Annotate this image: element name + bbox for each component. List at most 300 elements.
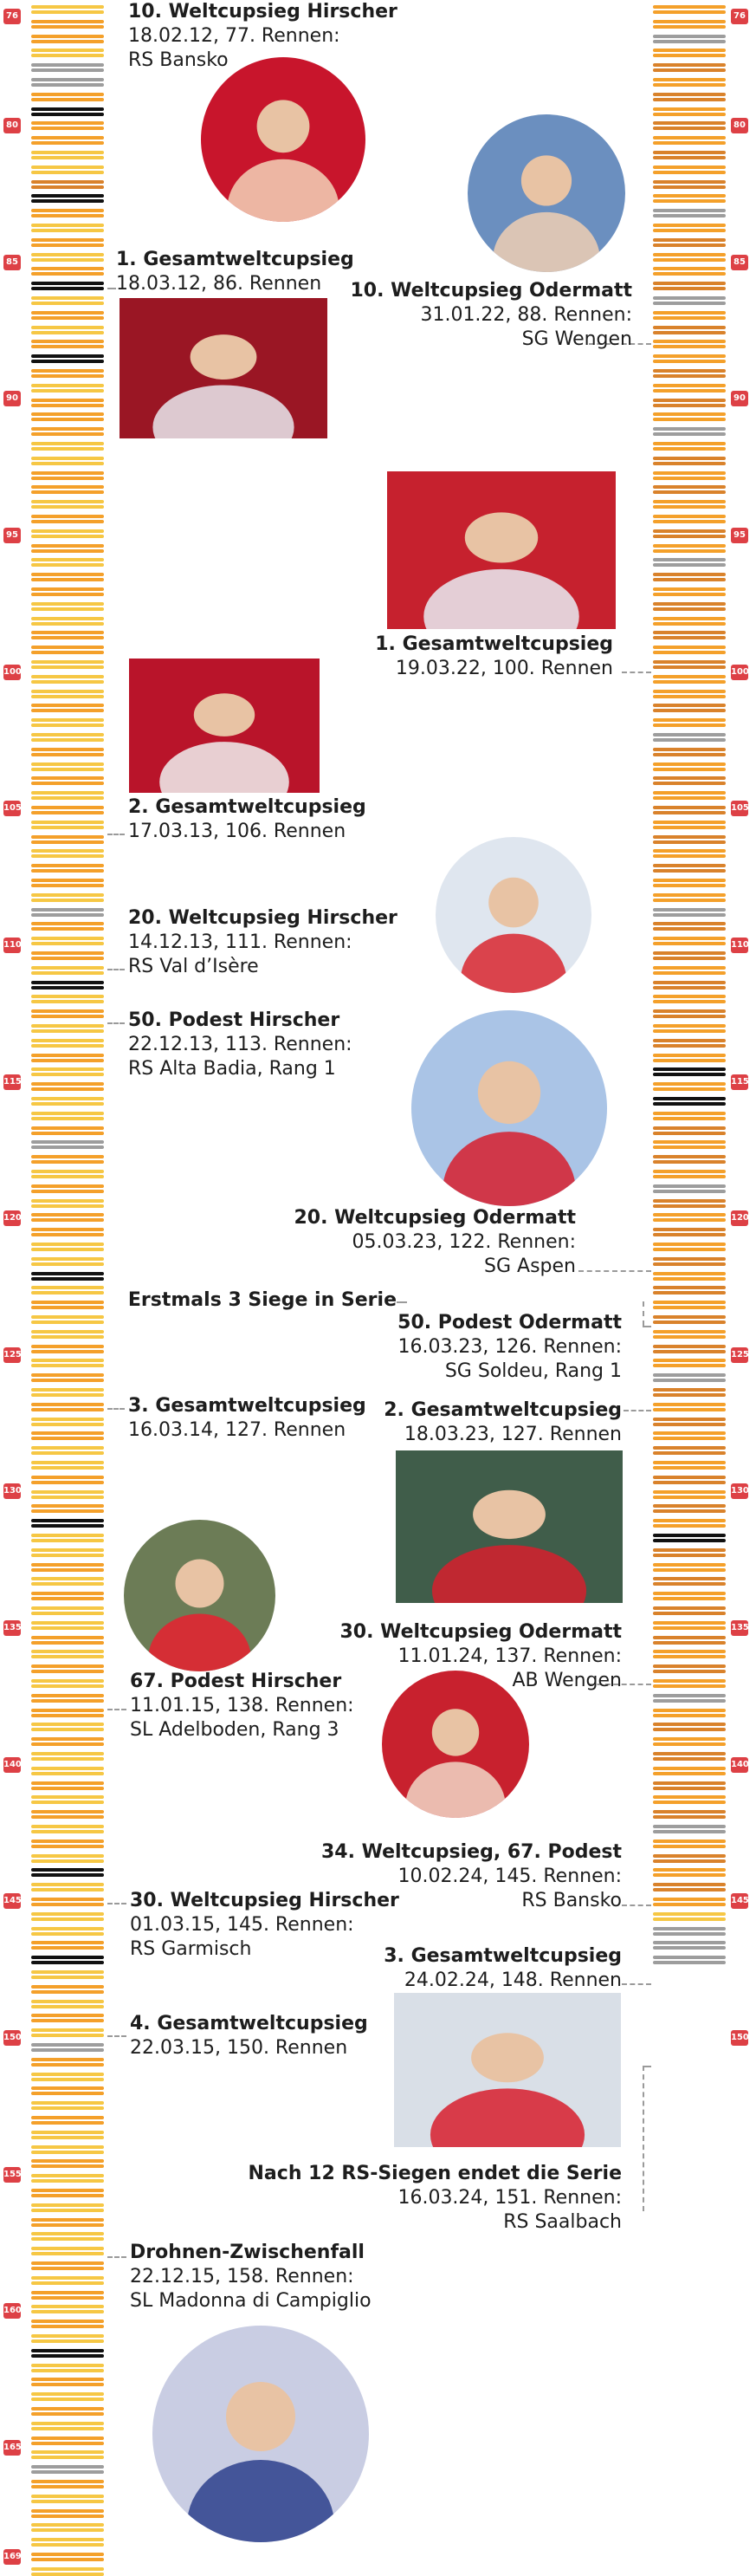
race-ski-rs bbox=[651, 384, 727, 393]
annotation-date: 11.01.24, 137. Rennen: bbox=[397, 1645, 622, 1667]
race-ski-ab bbox=[29, 1868, 106, 1877]
race-ski-rs bbox=[29, 776, 106, 785]
annotation-date: 22.12.13, 113. Rennen: bbox=[128, 1034, 352, 1055]
race-ski-sl bbox=[29, 151, 106, 159]
race-ski-rs bbox=[29, 2291, 106, 2300]
race-ski-sl bbox=[29, 1097, 106, 1106]
race-ski-rs bbox=[651, 354, 727, 363]
annotation-title: 2. Gesamtweltcupsieg bbox=[128, 796, 366, 818]
race-ski-other bbox=[651, 1184, 727, 1193]
race-ski-rs bbox=[29, 311, 106, 320]
race-ski-rs bbox=[651, 1795, 727, 1804]
race-ski-rs bbox=[651, 675, 727, 684]
race-ski-sl bbox=[29, 1243, 106, 1251]
annotation-title: 50. Podest Odermatt bbox=[397, 1312, 622, 1333]
race-ski-sl bbox=[29, 1461, 106, 1470]
race-ski-sg bbox=[651, 1126, 727, 1135]
race-ski-rs bbox=[29, 1985, 106, 1994]
annotation-date: 16.03.24, 151. Rennen: bbox=[397, 2187, 622, 2209]
race-ski-rs bbox=[29, 1941, 106, 1950]
race-ski-rs bbox=[651, 1840, 727, 1848]
annotation-title: 34. Weltcupsieg, 67. Podest bbox=[320, 1841, 622, 1863]
annotation-title: 4. Gesamtweltcupsieg bbox=[130, 2013, 368, 2034]
race-ski-other bbox=[651, 209, 727, 217]
race-ski-sg bbox=[651, 1854, 727, 1863]
race-ski-rs bbox=[29, 587, 106, 596]
race-ski-rs bbox=[651, 1621, 727, 1630]
race-ski-rs bbox=[651, 1898, 727, 1906]
annotation-date: 24.02.24, 148. Rennen bbox=[404, 1969, 622, 1991]
race-ski-other bbox=[651, 1941, 727, 1950]
race-ski-rs bbox=[651, 1403, 727, 1411]
leader-line bbox=[107, 2035, 126, 2037]
race-number-marker: 165 bbox=[3, 2440, 21, 2456]
race-ski-rs bbox=[651, 1140, 727, 1149]
annotation-title: 20. Weltcupsieg Hirscher bbox=[128, 907, 397, 929]
race-number-marker: 115 bbox=[3, 1074, 21, 1090]
race-ski-sl bbox=[29, 1927, 106, 1936]
race-number-marker: 140 bbox=[731, 1757, 748, 1773]
race-number-marker: 140 bbox=[3, 1757, 21, 1773]
race-ski-sl bbox=[29, 2523, 106, 2532]
race-ski-other bbox=[651, 296, 727, 305]
race-ski-sg bbox=[651, 922, 727, 931]
race-ski-sg bbox=[29, 180, 106, 189]
race-ski-sg bbox=[651, 660, 727, 669]
annotation-detail: SG Aspen bbox=[484, 1256, 576, 1277]
race-number-marker: 110 bbox=[3, 938, 21, 953]
race-ski-rs bbox=[29, 427, 106, 436]
photo-illustration bbox=[120, 298, 327, 438]
annotation-title: 1. Gesamtweltcupsieg bbox=[375, 633, 613, 655]
race-ski-other bbox=[29, 63, 106, 72]
race-ski-sg bbox=[651, 1810, 727, 1819]
race-ski-sl bbox=[29, 1112, 106, 1120]
race-ski-rs bbox=[651, 617, 727, 626]
race-ski-rs bbox=[651, 311, 727, 320]
race-ski-ab bbox=[651, 1067, 727, 1076]
annotation-title: Erstmals 3 Siege in Serie bbox=[127, 1289, 397, 1311]
leader-line bbox=[107, 1408, 125, 1410]
race-ski-rs bbox=[651, 966, 727, 975]
race-ski-rs bbox=[651, 107, 727, 116]
race-ski-sg bbox=[651, 238, 727, 247]
race-number-marker: 145 bbox=[3, 1893, 21, 1909]
race-ski-rs bbox=[29, 515, 106, 523]
race-ski-rs bbox=[651, 690, 727, 698]
annotation-title: 10. Weltcupsieg Hirscher bbox=[128, 1, 397, 23]
race-ski-sg bbox=[651, 602, 727, 611]
annotation-odermatt-overall-3 bbox=[384, 1944, 622, 1993]
race-ski-ab bbox=[29, 1272, 106, 1281]
race-ski-sg bbox=[651, 1664, 727, 1673]
photo-illustration bbox=[468, 114, 625, 272]
race-ski-other bbox=[29, 2465, 106, 2474]
race-ski-rs bbox=[29, 2436, 106, 2445]
annotation-detail: RS Alta Badia, Rang 1 bbox=[128, 1058, 336, 1080]
race-ski-sl bbox=[29, 2174, 106, 2183]
race-ski-sl bbox=[29, 253, 106, 262]
race-ski-rs bbox=[651, 1679, 727, 1688]
race-ski-sg bbox=[651, 1228, 727, 1236]
annotation-date: 22.03.15, 150. Rennen bbox=[130, 2037, 348, 2059]
race-ski-rs bbox=[651, 500, 727, 509]
race-number-marker: 100 bbox=[3, 665, 21, 680]
annotation-date: 14.12.13, 111. Rennen: bbox=[128, 931, 352, 953]
race-ski-sl bbox=[29, 690, 106, 698]
annotation-hirscher-podium-50 bbox=[128, 1009, 352, 1081]
race-ski-rs bbox=[29, 412, 106, 421]
race-ski-rs bbox=[651, 1170, 727, 1178]
annotation-detail: SL Madonna di Campiglio bbox=[130, 2290, 372, 2312]
race-ski-sl bbox=[29, 791, 106, 800]
race-ski-rs bbox=[29, 1592, 106, 1600]
annotation-detail: RS Bansko bbox=[128, 49, 229, 71]
race-ski-rs bbox=[29, 340, 106, 348]
race-ski-rs bbox=[651, 165, 727, 174]
race-ski-sl bbox=[29, 224, 106, 232]
annotation-detail: RS Saalbach bbox=[503, 2211, 622, 2233]
race-ski-rs bbox=[651, 5, 727, 14]
race-ski-rs bbox=[29, 2058, 106, 2067]
race-ski-sl bbox=[29, 1723, 106, 1731]
race-ski-sg bbox=[651, 1781, 727, 1790]
race-number-marker: 80 bbox=[731, 118, 748, 133]
race-ski-rs bbox=[29, 1155, 106, 1164]
race-ski-rs bbox=[29, 2480, 106, 2488]
race-ski-rs bbox=[651, 937, 727, 945]
race-ski-rs bbox=[651, 49, 727, 57]
annotation-date: 19.03.22, 100. Rennen bbox=[395, 658, 613, 679]
race-ski-sl bbox=[29, 2392, 106, 2401]
race-ski-other bbox=[29, 1140, 106, 1149]
leader-line bbox=[107, 288, 116, 289]
race-ski-rs bbox=[29, 1840, 106, 1848]
race-ski-sl bbox=[29, 1490, 106, 1499]
race-ski-ab bbox=[29, 1519, 106, 1528]
race-ski-sl bbox=[29, 2247, 106, 2255]
race-ski-rs bbox=[651, 791, 727, 800]
race-ski-other bbox=[651, 908, 727, 917]
annotation-odermatt-overall-1 bbox=[375, 633, 613, 681]
race-ski-rs bbox=[651, 1650, 727, 1658]
race-ski-sl bbox=[29, 2450, 106, 2459]
race-ski-sl bbox=[29, 617, 106, 626]
race-ski-rs bbox=[29, 121, 106, 130]
race-ski-rs bbox=[651, 471, 727, 480]
race-ski-sl bbox=[29, 937, 106, 945]
race-ski-ab bbox=[29, 981, 106, 990]
race-ski-rs bbox=[651, 136, 727, 145]
race-ski-sl bbox=[29, 660, 106, 669]
race-ski-rs bbox=[651, 1243, 727, 1251]
photo-illustration bbox=[411, 1010, 607, 1206]
race-ski-sl bbox=[29, 384, 106, 393]
race-ski-rs bbox=[651, 1082, 727, 1091]
race-number-marker: 150 bbox=[731, 2030, 748, 2046]
race-ski-rs bbox=[29, 704, 106, 712]
leader-line bbox=[107, 969, 125, 970]
race-ski-rs bbox=[29, 2014, 106, 2022]
annotation-date: 01.03.15, 145. Rennen: bbox=[130, 1914, 354, 1936]
annotation-date: 31.01.22, 88. Rennen: bbox=[420, 304, 632, 326]
race-ski-sl bbox=[29, 733, 106, 742]
annotation-detail: RS Bansko bbox=[521, 1890, 622, 1911]
race-ski-sl bbox=[29, 1606, 106, 1615]
race-number-marker: 145 bbox=[731, 1893, 748, 1909]
annotation-title: 2. Gesamtweltcupsieg bbox=[384, 1399, 622, 1421]
race-ski-other bbox=[651, 427, 727, 436]
race-ski-sl bbox=[651, 1912, 727, 1921]
hirscher-adelboden-photo bbox=[124, 1520, 275, 1671]
race-ski-rs bbox=[29, 951, 106, 960]
race-ski-rs bbox=[29, 1476, 106, 1484]
race-number-marker: 125 bbox=[731, 1347, 748, 1363]
race-ski-rs bbox=[29, 238, 106, 247]
race-ski-other bbox=[651, 1927, 727, 1936]
race-ski-rs bbox=[29, 1563, 106, 1572]
photo-illustration bbox=[396, 1450, 623, 1603]
race-ski-sl bbox=[29, 165, 106, 174]
race-ski-sg bbox=[651, 1636, 727, 1645]
race-ski-sl bbox=[29, 1795, 106, 1804]
race-ski-sl bbox=[29, 442, 106, 451]
race-ski-rs bbox=[29, 1403, 106, 1411]
annotation-date: 22.12.15, 158. Rennen: bbox=[130, 2266, 354, 2287]
race-ski-rs bbox=[651, 1301, 727, 1309]
race-ski-rs bbox=[29, 1636, 106, 1645]
drone-crash-photo bbox=[152, 2326, 369, 2542]
annotation-odermatt-win-10 bbox=[350, 279, 632, 352]
race-ski-rs bbox=[29, 1126, 106, 1135]
race-ski-rs bbox=[651, 1868, 727, 1877]
race-ski-sg bbox=[651, 63, 727, 72]
odermatt-globe-2023-photo bbox=[396, 1450, 623, 1603]
race-ski-other bbox=[651, 1373, 727, 1382]
race-ski-rs bbox=[29, 1431, 106, 1440]
race-ski-other bbox=[651, 1825, 727, 1833]
annotation-detail: AB Wengen bbox=[512, 1670, 622, 1691]
race-ski-sg bbox=[651, 951, 727, 960]
race-ski-rs bbox=[29, 1504, 106, 1513]
race-ski-sl bbox=[29, 2305, 106, 2313]
race-ski-rs bbox=[651, 194, 727, 203]
race-ski-sg bbox=[651, 835, 727, 844]
hirscher-globes-2013-photo bbox=[129, 659, 320, 793]
race-ski-rs bbox=[29, 748, 106, 756]
race-ski-rs bbox=[29, 835, 106, 844]
race-ski-sl bbox=[29, 1286, 106, 1294]
hirscher-globe-2012-photo bbox=[120, 298, 327, 438]
leader-line bbox=[107, 1022, 125, 1024]
race-ski-sl bbox=[29, 2131, 106, 2139]
race-number-marker: 90 bbox=[731, 391, 748, 406]
race-ski-rs bbox=[651, 1709, 727, 1717]
race-ski-sl bbox=[29, 2538, 106, 2547]
race-ski-sg bbox=[651, 1577, 727, 1586]
race-ski-rs bbox=[29, 2116, 106, 2125]
race-ski-other bbox=[29, 2043, 106, 2052]
race-number-marker: 100 bbox=[731, 665, 748, 680]
race-ski-sl bbox=[29, 1767, 106, 1775]
race-ski-sg bbox=[651, 1476, 727, 1484]
race-ski-rs bbox=[29, 806, 106, 814]
race-ski-sg bbox=[651, 1883, 727, 1891]
annotation-detail: SL Adelboden, Rang 3 bbox=[130, 1719, 339, 1741]
annotation-title: 30. Weltcupsieg Odermatt bbox=[339, 1621, 622, 1643]
annotation-hirscher-win-10 bbox=[128, 0, 397, 73]
race-ski-sl bbox=[29, 2422, 106, 2430]
race-ski-sl bbox=[29, 1548, 106, 1557]
annotation-hirscher-overall-4 bbox=[130, 2012, 368, 2060]
race-ski-sg bbox=[651, 1199, 727, 1208]
hirscher-race-column bbox=[3, 0, 107, 2566]
race-ski-ab bbox=[29, 354, 106, 363]
race-ski-ab bbox=[29, 2349, 106, 2358]
race-ski-sl bbox=[29, 1024, 106, 1033]
race-ski-sg bbox=[651, 631, 727, 639]
leader-line bbox=[107, 2256, 126, 2258]
race-ski-rs bbox=[29, 20, 106, 29]
race-ski-sl bbox=[29, 849, 106, 858]
annotation-date: 17.03.13, 106. Rennen bbox=[128, 821, 346, 842]
race-ski-sg bbox=[651, 1009, 727, 1018]
race-ski-sl bbox=[29, 2567, 106, 2576]
annotation-hirscher-overall-3 bbox=[128, 1394, 366, 1443]
race-ski-sl bbox=[29, 893, 106, 902]
race-ski-rs bbox=[29, 544, 106, 553]
race-ski-rs bbox=[651, 762, 727, 771]
race-ski-rs bbox=[29, 1009, 106, 1018]
race-ski-other bbox=[651, 1694, 727, 1703]
race-ski-sg bbox=[651, 981, 727, 990]
race-ski-rs bbox=[29, 573, 106, 581]
race-ski-rs bbox=[651, 1737, 727, 1746]
race-ski-sg bbox=[651, 1039, 727, 1048]
leader-line bbox=[624, 1410, 651, 1411]
race-ski-rs bbox=[651, 995, 727, 1003]
race-ski-rs bbox=[29, 93, 106, 101]
race-ski-rs bbox=[29, 35, 106, 43]
race-ski-sg bbox=[651, 399, 727, 407]
race-ski-sl bbox=[29, 558, 106, 567]
race-number-marker: 76 bbox=[3, 9, 21, 24]
race-ski-sl bbox=[29, 995, 106, 1003]
race-ski-rs bbox=[651, 224, 727, 232]
race-number-marker: 110 bbox=[731, 938, 748, 953]
race-ski-other bbox=[651, 733, 727, 742]
race-number-marker: 95 bbox=[731, 528, 748, 543]
race-ski-sg bbox=[651, 776, 727, 785]
race-ski-sl bbox=[29, 966, 106, 975]
leader-line bbox=[622, 672, 651, 673]
race-ski-rs bbox=[651, 1519, 727, 1528]
race-ski-sg bbox=[651, 806, 727, 814]
race-ski-sg bbox=[651, 121, 727, 130]
annotation-date: 18.02.12, 77. Rennen: bbox=[128, 25, 340, 47]
odermatt-globe-kiss-photo bbox=[387, 471, 616, 629]
race-ski-sl bbox=[29, 1315, 106, 1324]
race-ski-sg bbox=[651, 864, 727, 873]
race-number-marker: 90 bbox=[3, 391, 21, 406]
race-ski-sl bbox=[29, 1970, 106, 1979]
race-ski-rs bbox=[29, 1664, 106, 1673]
race-ski-rs bbox=[651, 412, 727, 421]
race-ski-sg bbox=[651, 1155, 727, 1164]
race-ski-sl bbox=[29, 1825, 106, 1833]
race-ski-sl bbox=[29, 1330, 106, 1339]
race-ski-sg bbox=[651, 326, 727, 334]
race-ski-sg bbox=[651, 573, 727, 581]
annotation-odermatt-win-34 bbox=[321, 1840, 622, 1913]
odermatt-globes-2024-photo bbox=[394, 1993, 621, 2147]
annotation-title: 3. Gesamtweltcupsieg bbox=[128, 1395, 366, 1417]
race-ski-sl bbox=[29, 2073, 106, 2081]
race-ski-sg bbox=[651, 529, 727, 538]
annotation-drone-incident bbox=[130, 2241, 372, 2313]
annotation-title: Nach 12 RS-Siegen endet die Serie bbox=[248, 2163, 622, 2184]
race-ski-sl bbox=[29, 2000, 106, 2008]
annotation-hirscher-win-20 bbox=[128, 906, 397, 979]
race-ski-other bbox=[29, 908, 106, 917]
annotation-date: 11.01.15, 138. Rennen: bbox=[130, 1695, 354, 1716]
race-ski-sg bbox=[651, 1257, 727, 1266]
race-ski-sl bbox=[29, 2145, 106, 2154]
race-ski-other bbox=[651, 1956, 727, 1964]
annotation-date: 18.03.12, 86. Rennen bbox=[116, 273, 322, 295]
annotation-title: 3. Gesamtweltcupsieg bbox=[384, 1945, 622, 1967]
leader-line bbox=[622, 1983, 651, 1985]
race-number-marker: 169 bbox=[3, 2549, 21, 2565]
race-ski-sl bbox=[29, 2495, 106, 2503]
race-ski-rs bbox=[651, 253, 727, 262]
hirscher-portrait-photo bbox=[201, 57, 365, 222]
race-ski-rs bbox=[651, 1024, 727, 1033]
leader-line bbox=[107, 1709, 126, 1710]
race-ski-rs bbox=[651, 1592, 727, 1600]
annotation-detail: SG Wengen bbox=[521, 328, 632, 350]
annotation-title: 10. Weltcupsieg Odermatt bbox=[350, 280, 632, 302]
race-ski-other bbox=[29, 78, 106, 87]
race-ski-sl bbox=[29, 529, 106, 538]
race-ski-sl bbox=[29, 602, 106, 611]
race-ski-sl bbox=[29, 296, 106, 305]
race-ski-rs bbox=[29, 1810, 106, 1819]
annotation-hirscher-podium-67 bbox=[130, 1670, 354, 1742]
race-ski-other bbox=[651, 558, 727, 567]
photo-illustration bbox=[201, 57, 365, 222]
race-ski-other bbox=[651, 35, 727, 43]
race-ski-sl bbox=[29, 1854, 106, 1863]
race-ski-rs bbox=[29, 2509, 106, 2518]
annotation-date: 10.02.24, 145. Rennen: bbox=[397, 1865, 622, 1887]
race-ski-rs bbox=[29, 1184, 106, 1193]
race-ski-rs bbox=[651, 1767, 727, 1775]
race-ski-ab bbox=[651, 1097, 727, 1106]
race-ski-sl bbox=[29, 1418, 106, 1426]
race-ski-rs bbox=[29, 2320, 106, 2328]
race-number-marker: 95 bbox=[3, 528, 21, 543]
race-ski-sl bbox=[29, 2028, 106, 2037]
race-ski-rs bbox=[651, 821, 727, 829]
race-ski-rs bbox=[29, 1737, 106, 1746]
race-ski-sl bbox=[29, 2101, 106, 2110]
race-number-marker: 155 bbox=[3, 2167, 21, 2183]
race-ski-rs bbox=[29, 2159, 106, 2168]
annotation-date: 16.03.23, 126. Rennen: bbox=[397, 1336, 622, 1358]
race-ski-rs bbox=[29, 267, 106, 276]
race-ski-rs bbox=[651, 78, 727, 87]
